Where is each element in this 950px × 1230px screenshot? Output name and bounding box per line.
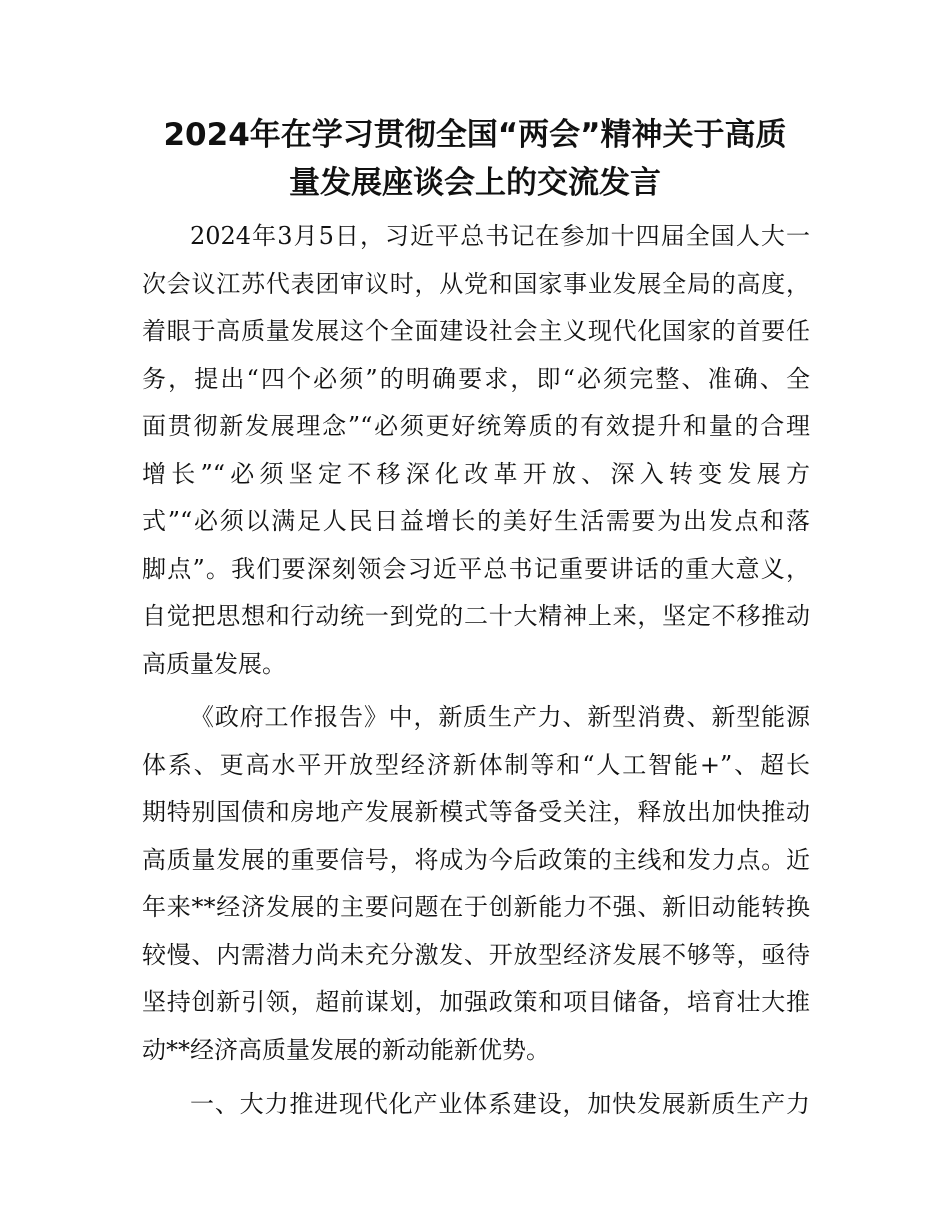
paragraph-1-line: 着眼于高质量发展这个全面建设社会主义现代化国家的首要任 (142, 317, 810, 345)
document-title-line-1: 2024年在学习贯彻全国“两会”精神关于高质 (163, 117, 787, 153)
paragraph-1-line: 自觉把思想和行动统一到党的二十大精神上来，坚定不移推动 (142, 602, 810, 630)
paragraph-1-line: 增长”“必须坚定不移深化改革开放、深入转变发展方 (142, 460, 810, 488)
paragraph-2-line: 期特别国债和房地产发展新模式等备受关注，释放出加快推动 (142, 798, 810, 826)
paragraph-1-line: 面贯彻新发展理念”“必须更好统筹质的有效提升和量的合理 (142, 412, 810, 440)
paragraph-1-line: 务，提出“四个必须”的明确要求，即“必须完整、准确、全 (142, 365, 810, 393)
section-heading-1: 一、大力推进现代化产业体系建设，加快发展新质生产力 (190, 1090, 810, 1118)
paragraph-2-line: 高质量发展的重要信号，将成为今后政策的主线和发力点。近 (142, 846, 810, 874)
paragraph-2-line: 年来**经济发展的主要问题在于创新能力不强、新旧动能转换 (142, 893, 810, 921)
paragraph-2-line: 动**经济高质量发展的新动能新优势。 (142, 1036, 550, 1064)
paragraph-1-line: 2024年3月5日，习近平总书记在参加十四届全国人大一 (190, 222, 810, 250)
paragraph-1-line: 次会议江苏代表团审议时，从党和国家事业发展全局的高度， (142, 270, 810, 298)
document-title-line-2: 量发展座谈会上的交流发言 (289, 165, 661, 201)
paragraph-1-line: 脚点”。我们要深刻领会习近平总书记重要讲话的重大意义， (142, 555, 810, 583)
paragraph-2-line: 体系、更高水平开放型经济新体制等和“人工智能+”、超长 (142, 751, 810, 779)
paragraph-1-line: 高质量发展。 (142, 650, 286, 678)
paragraph-2-line: 《政府工作报告》中，新质生产力、新型消费、新型能源 (190, 703, 810, 731)
paragraph-2-line: 坚持创新引领，超前谋划，加强政策和项目储备，培育壮大推 (142, 988, 810, 1016)
paragraph-1-line: 式”“必须以满足人民日益增长的美好生活需要为出发点和落 (142, 507, 810, 535)
paragraph-2-line: 较慢、内需潜力尚未充分激发、开放型经济发展不够等，亟待 (142, 941, 810, 969)
